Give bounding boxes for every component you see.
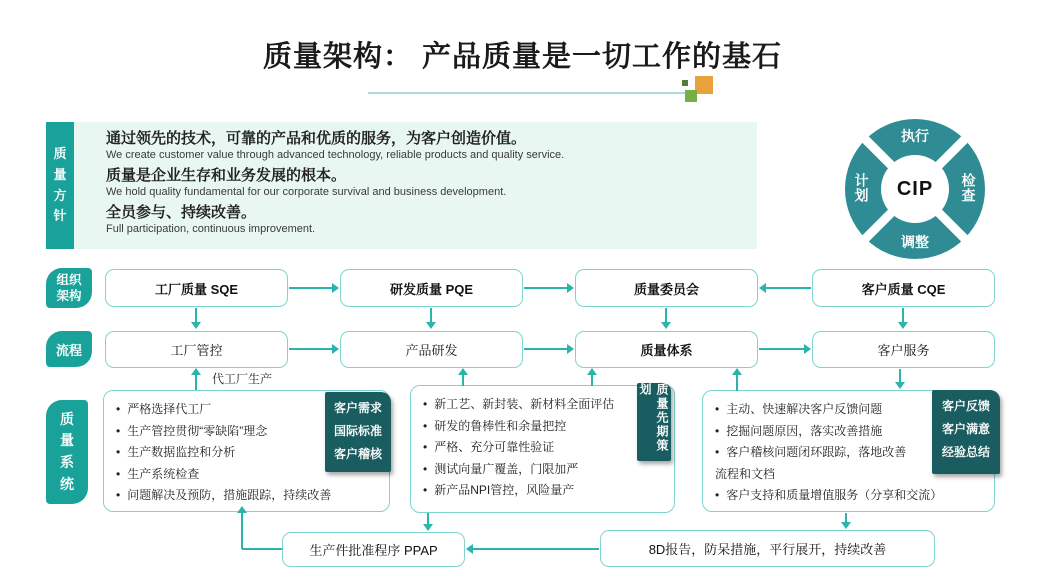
policy-label-text: 质量方针 bbox=[53, 145, 67, 224]
factory-tag-line: 客户需求 bbox=[333, 401, 382, 415]
logo-square-orange bbox=[695, 76, 713, 94]
node-ppap: 生产件批准程序 PPAP bbox=[282, 532, 465, 567]
factory-bullet: • 生产系统检查 bbox=[116, 464, 379, 486]
cip-center-label: CIP bbox=[881, 155, 949, 223]
node-quality-system: 质量体系 bbox=[575, 331, 758, 368]
apqp-tag: 质量先期策划 bbox=[637, 383, 671, 461]
rd-quality-box bbox=[410, 385, 675, 513]
customer-bullet: • 客户支持和质量增值服务（分享和交流） bbox=[715, 485, 984, 507]
org-row-label bbox=[46, 268, 92, 308]
node-customer-service: 客户服务 bbox=[812, 331, 995, 368]
rd-bullet: • 研发的鲁棒性和余量把控 bbox=[423, 416, 664, 438]
system-section-label bbox=[46, 400, 88, 504]
policy-statements bbox=[74, 122, 757, 249]
customer-tag-line: 经验总结 bbox=[941, 444, 990, 459]
cip-segment-plan: 计划 bbox=[854, 172, 869, 204]
customer-tag-line: 客户反馈 bbox=[941, 399, 990, 413]
policy-statement: 质量是企业生存和业务发展的根本。 We hold quality fundamental for our corporate survival and business development. bbox=[106, 167, 507, 199]
policy-statement: 全员参与、持续改善。 Full participation, continuous improvement. bbox=[106, 204, 316, 236]
page-title: 质量架构： 产品质量是一切工作的基石 bbox=[262, 41, 783, 73]
logo-square-dark-green bbox=[682, 80, 688, 86]
rd-bullet: • 严格、充分可靠性验证 bbox=[423, 437, 664, 459]
policy-statement: 通过领先的技术，可靠的产品和优质的服务，为客户创造价值。 We create customer value through advanced technology, reliable products and quality service. bbox=[106, 130, 565, 162]
cip-segment-adjust: 调整 bbox=[901, 234, 929, 250]
customer-tag bbox=[932, 390, 1000, 474]
cip-segment-check: 检查 bbox=[961, 172, 976, 204]
node-factory-control: 工厂管控 bbox=[105, 331, 288, 368]
policy-section-label bbox=[46, 122, 74, 249]
brand-squares-icon bbox=[681, 74, 721, 106]
rd-bullet: • 新产品NPI管控，风险量产 bbox=[423, 480, 664, 502]
cip-segment-execute: 执行 bbox=[901, 128, 929, 144]
customer-bullet: • 主动、快速解决客户反馈问题 bbox=[715, 399, 984, 421]
customer-bullet: • 客户稽核问题闭环跟踪，落地改善流程和文档 bbox=[715, 442, 984, 485]
customer-tag-line: 客户满意 bbox=[941, 421, 990, 436]
oem-production-label: 代工厂生产 bbox=[212, 372, 273, 386]
node-customer-quality-cqe: 客户质量 CQE bbox=[812, 269, 995, 307]
node-8d-report: 8D报告，防呆措施，平行展开，持续改善 bbox=[600, 530, 935, 567]
factory-bullet: • 生产管控贯彻“零缺陷”理念 bbox=[116, 421, 379, 443]
factory-bullet: • 生产数据监控和分析 bbox=[116, 442, 379, 464]
node-product-rd: 产品研发 bbox=[340, 331, 523, 368]
cip-cycle-diagram bbox=[845, 119, 985, 259]
node-quality-committee: 质量委员会 bbox=[575, 269, 758, 307]
rd-bullet: • 测试向量广覆盖，门限加严 bbox=[423, 459, 664, 481]
factory-tag bbox=[325, 392, 391, 472]
title-underline bbox=[368, 92, 698, 94]
system-section-label-text: 质量系统 bbox=[60, 410, 74, 492]
factory-tag-line: 国际标准 bbox=[333, 423, 382, 438]
org-row-label-text: 组织架构 bbox=[56, 272, 82, 303]
customer-bullet: • 挖掘问题原因，落实改善措施 bbox=[715, 421, 984, 443]
rd-bullet: • 新工艺、新封装、新材料全面评估 bbox=[423, 394, 664, 416]
process-row-label: 流程 bbox=[46, 331, 92, 367]
node-rd-quality-pqe: 研发质量 PQE bbox=[340, 269, 523, 307]
factory-bullet: • 严格选择代工厂 bbox=[116, 399, 379, 421]
factory-tag-line: 客户稽核 bbox=[333, 446, 382, 461]
logo-square-green bbox=[685, 90, 697, 102]
node-factory-quality-sqe: 工厂质量 SQE bbox=[105, 269, 288, 307]
factory-bullet: • 问题解决及预防，措施跟踪，持续改善 bbox=[116, 485, 379, 507]
